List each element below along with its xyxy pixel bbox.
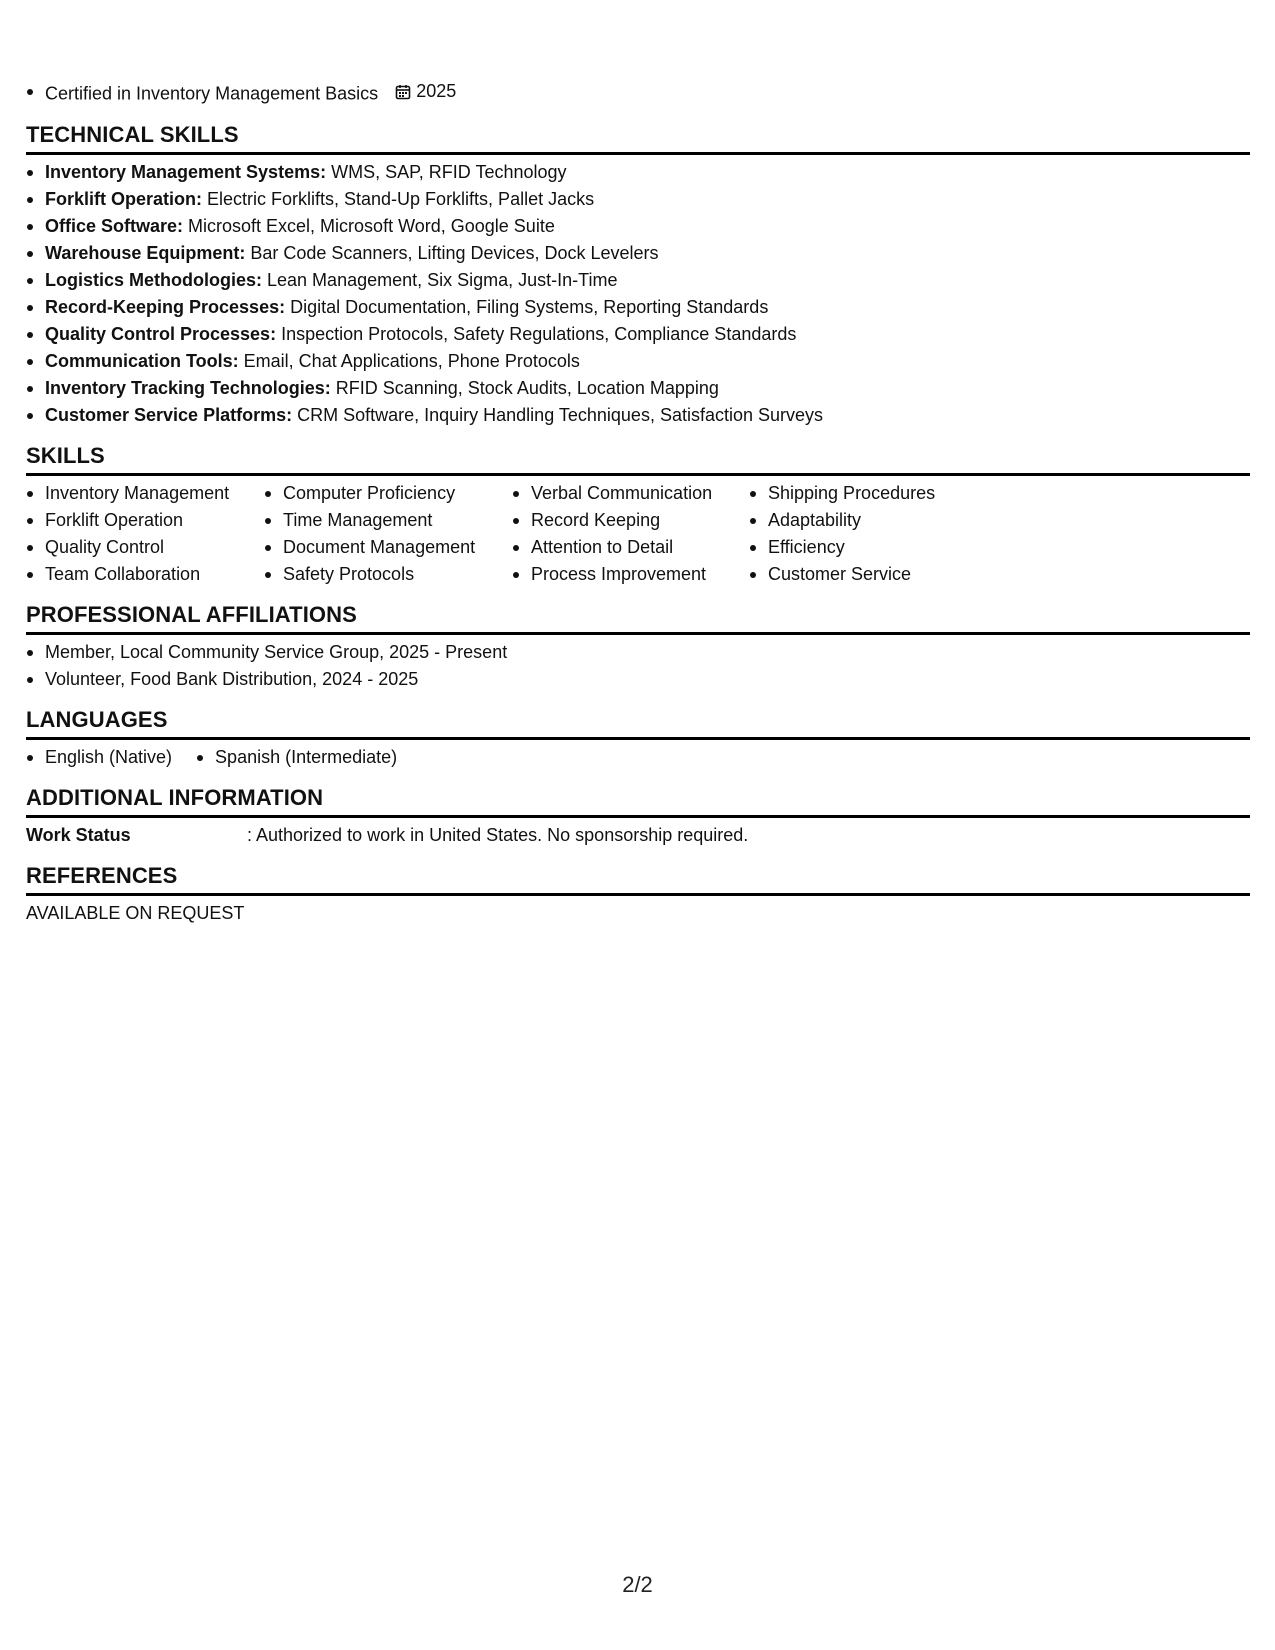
- affiliation-item: Member, Local Community Service Group, 2025 - Present: [26, 639, 1250, 666]
- affiliations-list: [26, 639, 1250, 693]
- skill-item: Adaptability: [749, 507, 989, 534]
- technical-skill-label: Record-Keeping Processes:: [45, 296, 286, 317]
- skill-item: Customer Service: [749, 561, 989, 588]
- languages-heading: LANGUAGES: [26, 707, 1250, 740]
- skill-item: Attention to Detail: [512, 534, 749, 561]
- technical-skill-value: Inspection Protocols, Safety Regulations, Compliance Standards: [276, 323, 797, 344]
- technical-skill-label: Forklift Operation:: [45, 188, 202, 209]
- technical-skill-item: [26, 159, 1250, 186]
- technical-skill-value: CRM Software, Inquiry Handling Techniques, Satisfaction Surveys: [292, 404, 824, 425]
- additional-info-section: [26, 785, 1250, 849]
- skill-item: Process Improvement: [512, 561, 749, 588]
- skill-item: Shipping Procedures: [749, 480, 989, 507]
- references-text: AVAILABLE ON REQUEST: [26, 902, 245, 923]
- calendar-icon: [395, 84, 411, 100]
- skill-item: Verbal Communication: [512, 480, 749, 507]
- certifications-list: [26, 78, 1250, 108]
- page-number: 2/2: [622, 1572, 653, 1597]
- affiliations-heading: PROFESSIONAL AFFILIATIONS: [26, 602, 1250, 635]
- skills-column: [26, 480, 264, 588]
- technical-skill-label: Inventory Management Systems:: [45, 161, 327, 182]
- skill-item: Safety Protocols: [264, 561, 512, 588]
- skill-item: Quality Control: [26, 534, 264, 561]
- language-item: English (Native): [26, 744, 172, 771]
- technical-skills-section: [26, 122, 1250, 429]
- additional-info-heading: ADDITIONAL INFORMATION: [26, 785, 1250, 818]
- technical-skill-item: [26, 186, 1250, 213]
- skill-item: Efficiency: [749, 534, 989, 561]
- technical-skill-item: [26, 267, 1250, 294]
- references-heading: REFERENCES: [26, 863, 1250, 896]
- technical-skill-value: Email, Chat Applications, Phone Protocols: [238, 350, 580, 371]
- technical-skill-value: RFID Scanning, Stock Audits, Location Mapping: [330, 377, 719, 398]
- technical-skill-value: WMS, SAP, RFID Technology: [326, 161, 567, 182]
- skill-item: Time Management: [264, 507, 512, 534]
- skill-item: Computer Proficiency: [264, 480, 512, 507]
- skills-heading: SKILLS: [26, 443, 1250, 476]
- technical-skills-heading: TECHNICAL SKILLS: [26, 122, 1250, 155]
- certification-name: Certified in Inventory Management Basics: [45, 83, 379, 104]
- work-status-label: Work Status: [26, 824, 131, 845]
- technical-skills-list: [26, 159, 1250, 429]
- technical-skill-label: Inventory Tracking Technologies:: [45, 377, 331, 398]
- technical-skill-item: [26, 294, 1250, 321]
- technical-skill-value: Electric Forklifts, Stand-Up Forklifts, Pallet Jacks: [202, 188, 595, 209]
- references-section: [26, 863, 1250, 927]
- skill-item: Team Collaboration: [26, 561, 264, 588]
- technical-skill-item: [26, 375, 1250, 402]
- technical-skill-label: Warehouse Equipment:: [45, 242, 246, 263]
- certification-date-group: [395, 78, 456, 105]
- technical-skill-value: Lean Management, Six Sigma, Just-In-Time: [262, 269, 618, 290]
- languages-list: [26, 744, 1250, 771]
- technical-skill-value: Digital Documentation, Filing Systems, Reporting Standards: [285, 296, 769, 317]
- certification-date: 2025: [416, 81, 457, 101]
- technical-skill-item: [26, 402, 1250, 429]
- affiliation-item: Volunteer, Food Bank Distribution, 2024 - 2025: [26, 666, 1250, 693]
- skill-item: Document Management: [264, 534, 512, 561]
- affiliations-section: [26, 602, 1250, 693]
- additional-info-row: [26, 822, 1250, 849]
- technical-skill-label: Customer Service Platforms:: [45, 404, 293, 425]
- certification-item: [26, 78, 1250, 108]
- technical-skill-item: [26, 213, 1250, 240]
- technical-skill-label: Logistics Methodologies:: [45, 269, 263, 290]
- technical-skill-value: Bar Code Scanners, Lifting Devices, Dock Levelers: [245, 242, 659, 263]
- skills-column: [512, 480, 749, 588]
- technical-skill-label: Quality Control Processes:: [45, 323, 277, 344]
- technical-skill-value: Microsoft Excel, Microsoft Word, Google Suite: [183, 215, 555, 236]
- language-item: Spanish (Intermediate): [196, 744, 397, 771]
- technical-skill-item: [26, 321, 1250, 348]
- skills-section: [26, 443, 1250, 588]
- technical-skill-item: [26, 348, 1250, 375]
- languages-section: [26, 707, 1250, 771]
- skills-grid: [26, 480, 1250, 588]
- skill-item: Inventory Management: [26, 480, 264, 507]
- skills-column: [264, 480, 512, 588]
- technical-skill-item: [26, 240, 1250, 267]
- skills-column: [749, 480, 989, 588]
- technical-skill-label: Communication Tools:: [45, 350, 239, 371]
- technical-skill-label: Office Software:: [45, 215, 184, 236]
- skill-item: Forklift Operation: [26, 507, 264, 534]
- resume-page: [26, 78, 1250, 941]
- work-status-value: : Authorized to work in United States. No sponsorship required.: [247, 824, 749, 845]
- skill-item: Record Keeping: [512, 507, 749, 534]
